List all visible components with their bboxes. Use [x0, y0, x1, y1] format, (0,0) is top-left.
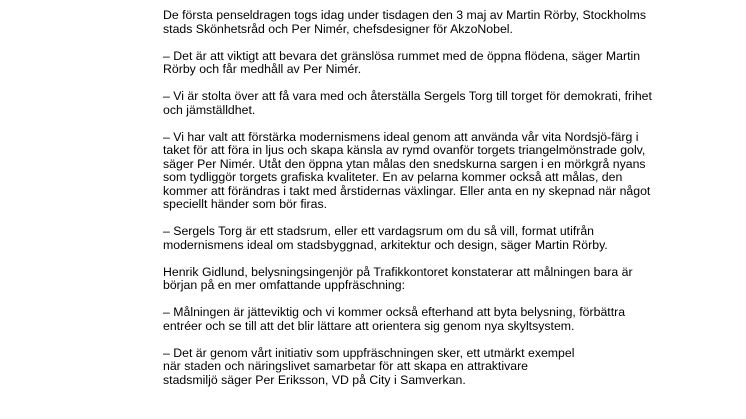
text-line: Rörby och får medhåll av Per Nimér.: [163, 62, 362, 76]
text-line: entréer och se till att det blir lättare att orientera sig genom nya skyltsystem.: [163, 318, 575, 333]
text-line: – Målningen är jätteviktig och vi kommer också efterhand att byta belysning, förbättra: [163, 305, 626, 319]
text-line: när staden och näringslivet samarbetar för att skapa en attraktivare: [163, 359, 528, 373]
paragraph: [163, 131, 723, 212]
text-line: – Det är att viktigt att bevara det gränslösa rummet med de öppna flödena, säger Martin: [163, 48, 641, 63]
text-line: – Vi är stolta över att få vara med och återställa Sergels Torg till torget för demokrati, frihet: [163, 89, 652, 103]
paragraph: [163, 9, 723, 36]
text-line: – Vi har valt att förstärka modernismens ideal genom att använda vår vita Nordsjö-färg i: [163, 129, 639, 144]
paragraph: [163, 266, 723, 293]
text-line: speciellt händer som bör firas.: [163, 197, 328, 211]
text-line: taket för att föra in ljus och skapa känsla av rymd ovanför torgets triangelmönstrade golv,: [163, 143, 646, 157]
paragraph: [163, 90, 723, 117]
text-line: De första penseldragen togs idag under tisdagen den 3 maj av Martin Rörby, Stockholms: [163, 8, 647, 22]
paragraph: [163, 50, 723, 77]
text-line: – Det är genom vårt initiativ som uppfräschningen sker, ett utmärkt exempel: [163, 345, 575, 360]
paragraph: [163, 306, 723, 333]
text-line: stadsmiljö säger Per Eriksson, VD på City i Samverkan.: [163, 372, 466, 387]
text-line: och jämställdhet.: [163, 102, 256, 117]
document-body: [163, 9, 723, 401]
text-line: – Sergels Torg är ett stadsrum, eller ett vardagsrum om du så vill, format utifrån: [163, 224, 595, 238]
text-line: kommer att förändras i takt med årstidernas växlingar. Eller anta en ny skepnad när något: [163, 183, 651, 198]
text-line: början på en mer omfattande uppfräschning:: [163, 278, 405, 292]
text-line: modernismens ideal om stadsbyggnad, arkitektur och design, säger Martin Rörby.: [163, 237, 608, 252]
text-line: som tydliggör torgets grafiska kvaliteter. En av pelarna kommer också att målas, den: [163, 170, 623, 184]
text-line: säger Per Nimér. Utåt den öppna ytan målas den snedskurna sargen i en mörkgrå nyans: [163, 156, 646, 171]
paragraph: [163, 347, 723, 388]
paragraph: [163, 225, 723, 252]
text-line: stads Skönhetsråd och Per Nimér, chefsdesigner för AkzoNobel.: [163, 21, 513, 36]
text-line: Henrik Gidlund, belysningsingenjör på Trafikkontoret konstaterar att målningen bara är: [163, 264, 633, 279]
